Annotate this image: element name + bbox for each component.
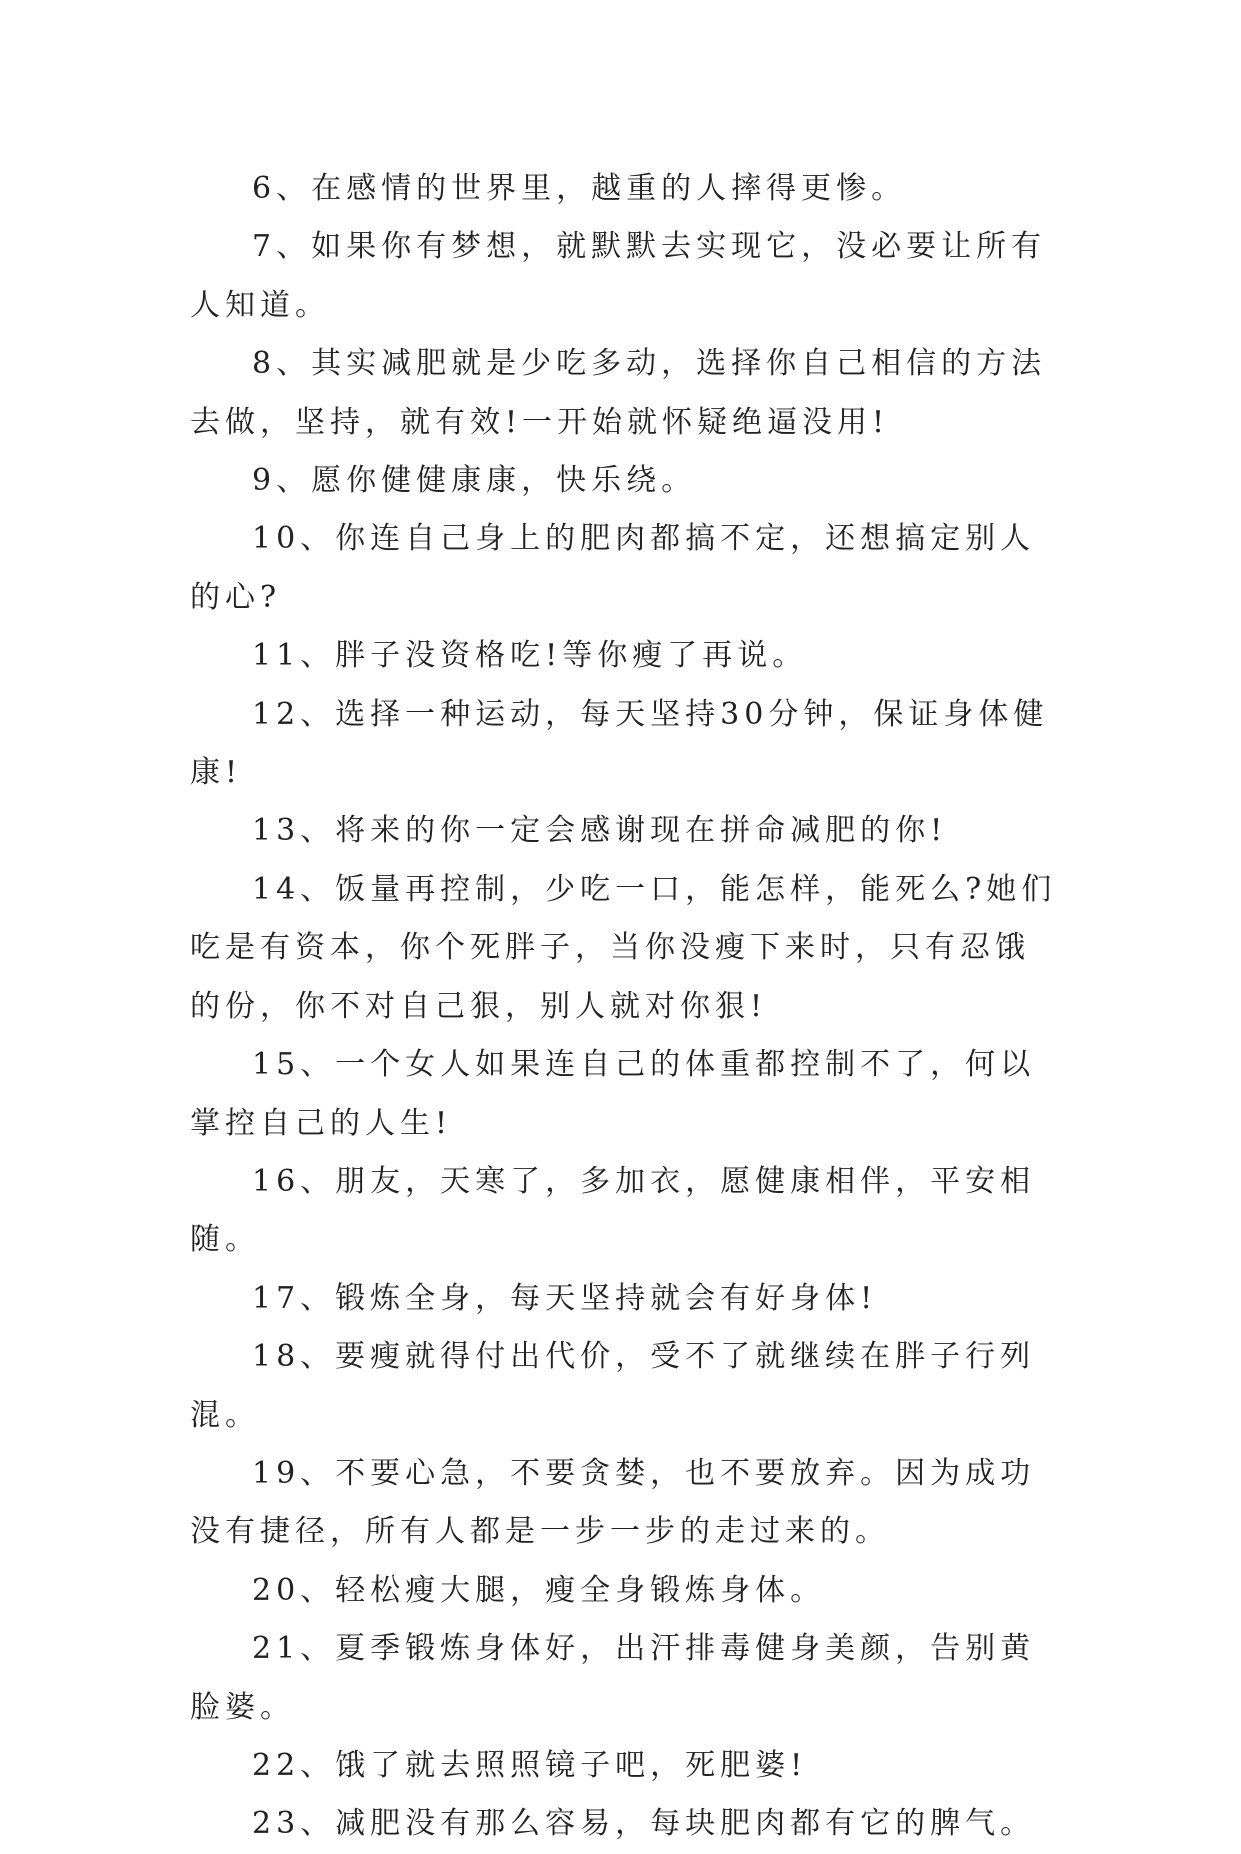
paragraph-21: 21、夏季锻炼身体好，出汗排毒健身美颜，告别黄脸婆。	[190, 1631, 1036, 1725]
paragraph-11: 11、胖子没资格吃!等你瘦了再说。	[252, 638, 808, 674]
paragraph-9: 9、愿你健健康康，快乐绕。	[252, 463, 697, 499]
paragraph-15: 15、一个女人如果连自己的体重都控制不了，何以掌控自己的人生!	[190, 1047, 1036, 1141]
paragraph-8: 8、其实减肥就是少吃多动，选择你自己相信的方法去做，坚持，就有效!一开始就怀疑绝逼没用!	[190, 346, 1047, 440]
paragraph-14: 14、饭量再控制，少吃一口，能怎样，能死么?她们吃是有资本，你个死胖子，当你没瘦下来时，只有忍饿的份，你不对自己狠，别人就对你狠!	[190, 871, 1057, 1024]
paragraph-6: 6、在感情的世界里，越重的人摔得更惨。	[252, 171, 907, 206]
paragraph-22: 22、饿了就去照照镜子吧，死肥婆!	[252, 1747, 808, 1783]
paragraph-12: 12、选择一种运动，每天坚持30分钟，保证身体健康!	[190, 696, 1049, 791]
paragraph-7: 7、如果你有梦想，就默默去实现它，没必要让所有人知道。	[190, 229, 1047, 323]
paragraph-13: 13、将来的你一定会感谢现在拼命减肥的你!	[252, 813, 948, 849]
paragraph-19: 19、不要心急，不要贪婪，也不要放弃。因为成功没有捷径，所有人都是一步一步的走过来的。	[190, 1455, 1036, 1550]
paragraph-18: 18、要瘦就得付出代价，受不了就继续在胖子行列混。	[190, 1339, 1036, 1433]
paragraph-16: 16、朋友，天寒了，多加衣，愿健康相伴，平安相随。	[190, 1163, 1036, 1258]
paragraph-20: 20、轻松瘦大腿，瘦全身锻炼身体。	[252, 1572, 826, 1608]
document-body	[190, 160, 1060, 1854]
paragraph-10: 10、你连自己身上的肥肉都搞不定，还想搞定别人的心?	[190, 521, 1036, 615]
paragraph-17: 17、锻炼全身，每天坚持就会有好身体!	[252, 1280, 878, 1316]
paragraph-23: 23、减肥没有那么容易，每块肥肉都有它的脾气。	[252, 1806, 1036, 1842]
